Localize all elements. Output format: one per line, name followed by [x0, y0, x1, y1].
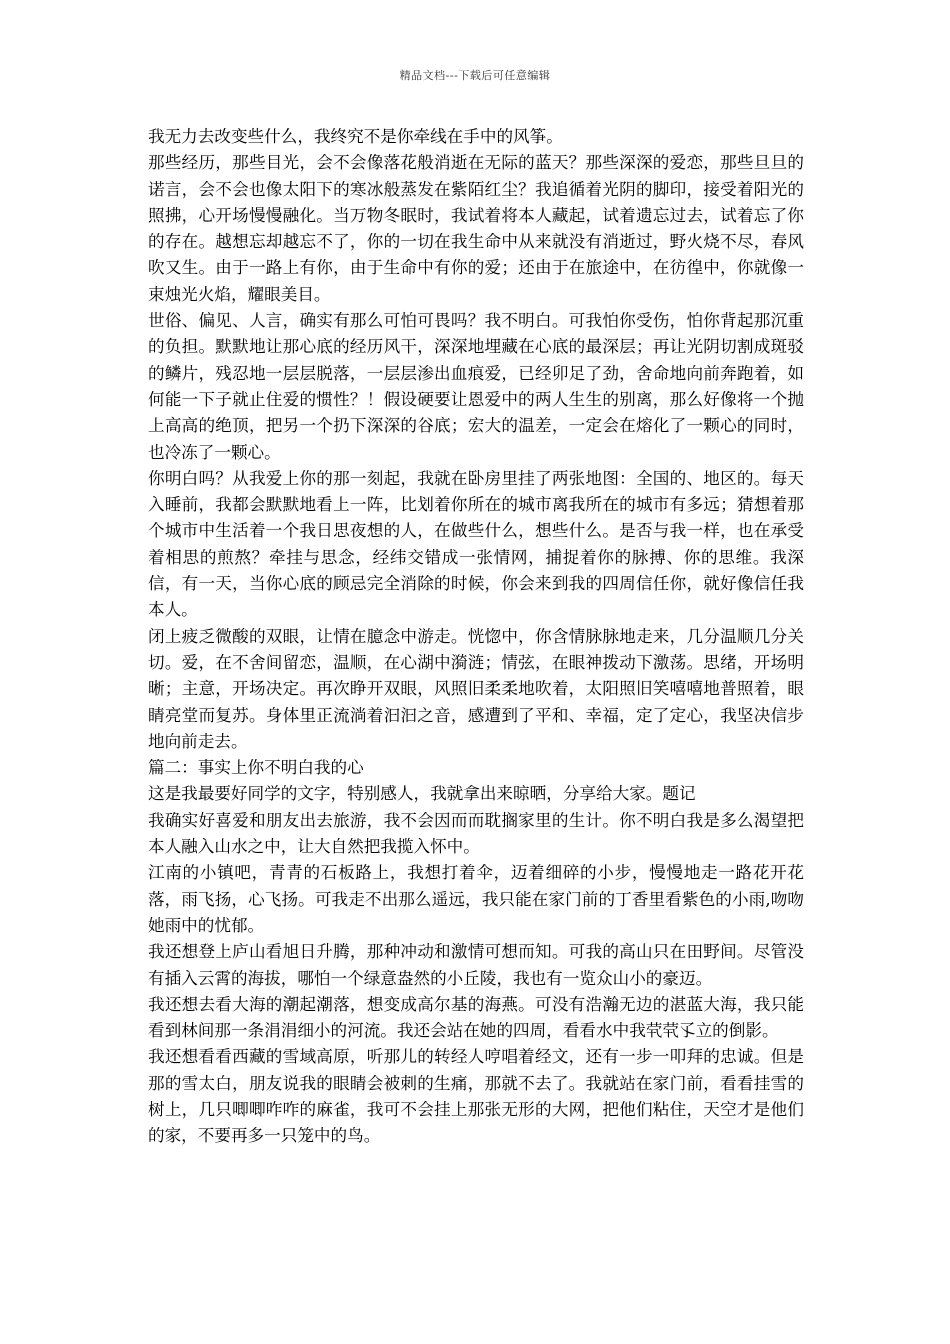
paragraph: 我还想去看大海的潮起潮落，想变成高尔基的海燕。可没有浩瀚无边的湛蓝大海，我只能看到林间那一条涓涓细小的河流。我还会站在她的四周，看看水中我茕茕孓立的倒影。 — [148, 994, 804, 1041]
paragraph: 世俗、偏见、人言，确实有那么可怕可畏吗？我不明白。可我怕你受伤，怕你背起那沉重的负担。默默地让那心底的经历风干，深深地埋藏在心底的最深层；再让光阴切割成斑驳的鳞片，残忍地一层层脱落，一层层渗出血痕爱，已经卯足了劲，舍命地向前奔跑着，如何能一下子就止住爱的惯性？！假设硬要让恩爱中的两人生生的别离，那么好像将一个抛上高高的绝顶，把另一个扔下深深的谷底；宏大的温差，一定会在熔化了一颗心的同时，也冷冻了一颗心。 — [148, 311, 804, 462]
paragraph: 江南的小镇吧，青青的石板路上，我想打着伞，迈着细碎的小步，慢慢地走一路花开花落，雨飞扬，心飞扬。可我走不出那么遥远，我只能在家门前的丁香里看紫色的小雨,吻吻她雨中的忧郁。 — [148, 863, 804, 935]
paragraph: 这是我最要好同学的文字，特别感人，我就拿出来晾晒，分享给大家。题记 — [148, 784, 696, 804]
page-header: 精品文档---下载后可任意编辑 — [399, 69, 551, 82]
paragraph: 闭上疲乏微酸的双眼，让情在臆念中游走。恍惚中，你含情脉脉地走来，几分温顺几分关切。爱，在不舍间留恋，温顺，在心湖中漪涟；情弦，在眼神拨动下激荡。思绪，开场明晰；主意，开场决定。再次睁开双眼，风照旧柔柔地吹着，太阳照旧笑嘻嘻地普照着，眼睛亮堂而复苏。身体里正流淌着汩汩之音，感遭到了平和、幸福，定了定心，我坚决信步地向前走去。 — [148, 626, 804, 751]
paragraph: 你明白吗？从我爱上你的那一刻起，我就在卧房里挂了两张地图：全国的、地区的。每天入睡前，我都会默默地看上一阵，比划着你所在的城市离我所在的城市有多远；猜想着那个城市中生活着一个我日思夜想的人，在做些什么，想些什么。是否与我一样，也在承受着相思的煎熬？牵挂与思念，经纬交错成一张情网，捕捉着你的脉搏、你的思维。我深信，有一天，当你心底的顾忌完全消除的时候，你会来到我的四周信任你，就好像信任我本人。 — [148, 468, 804, 620]
paragraph: 那些经历，那些目光，会不会像落花般消逝在无际的蓝天？那些深深的爱恋，那些旦旦的诺言，会不会也像太阳下的寒冰般蒸发在紫陌红尘？我追循着光阴的脚印，接受着阳光的照拂，心开场慢慢融化。当万物冬眠时，我试着将本人藏起，试着遗忘过去，试着忘了你的存在。越想忘却越忘不了，你的一切在我生命中从来就没有消逝过，野火烧不尽，春风吹又生。由于一路上有你，由于生命中有你的爱；还由于在旅途中，在彷徨中，你就像一束烛光火焰，耀眼美目。 — [148, 153, 804, 304]
section-heading: 篇二：事实上你不明白我的心 — [148, 758, 364, 778]
paragraph: 我无力去改变些什么，我终究不是你牵线在手中的风筝。 — [148, 127, 563, 146]
document-body — [148, 124, 804, 1150]
paragraph: 我还想登上庐山看旭日升腾，那种冲动和激情可想而知。可我的高山只在田野间。尽管没有插入云霄的海拔，哪怕一个绿意盎然的小丘陵，我也有一览众山小的豪迈。 — [148, 942, 804, 988]
paragraph: 我还想看看西藏的雪域高原，听那儿的转经人哼唱着经文，还有一步一叩拜的忠诚。但是那的雪太白，朋友说我的眼睛会被刺的生痛，那就不去了。我就站在家门前，看看挂雪的树上，几只唧唧咋咋的麻雀，我可不会挂上那张无形的大网，把他们粘住，天空才是他们的家，不要再多一只笼中的鸟。 — [148, 1047, 804, 1146]
paragraph: 我确实好喜爱和朋友出去旅游，我不会因而而耽搁家里的生计。你不明白我是多么渴望把本人融入山水之中，让大自然把我揽入怀中。 — [148, 810, 804, 857]
